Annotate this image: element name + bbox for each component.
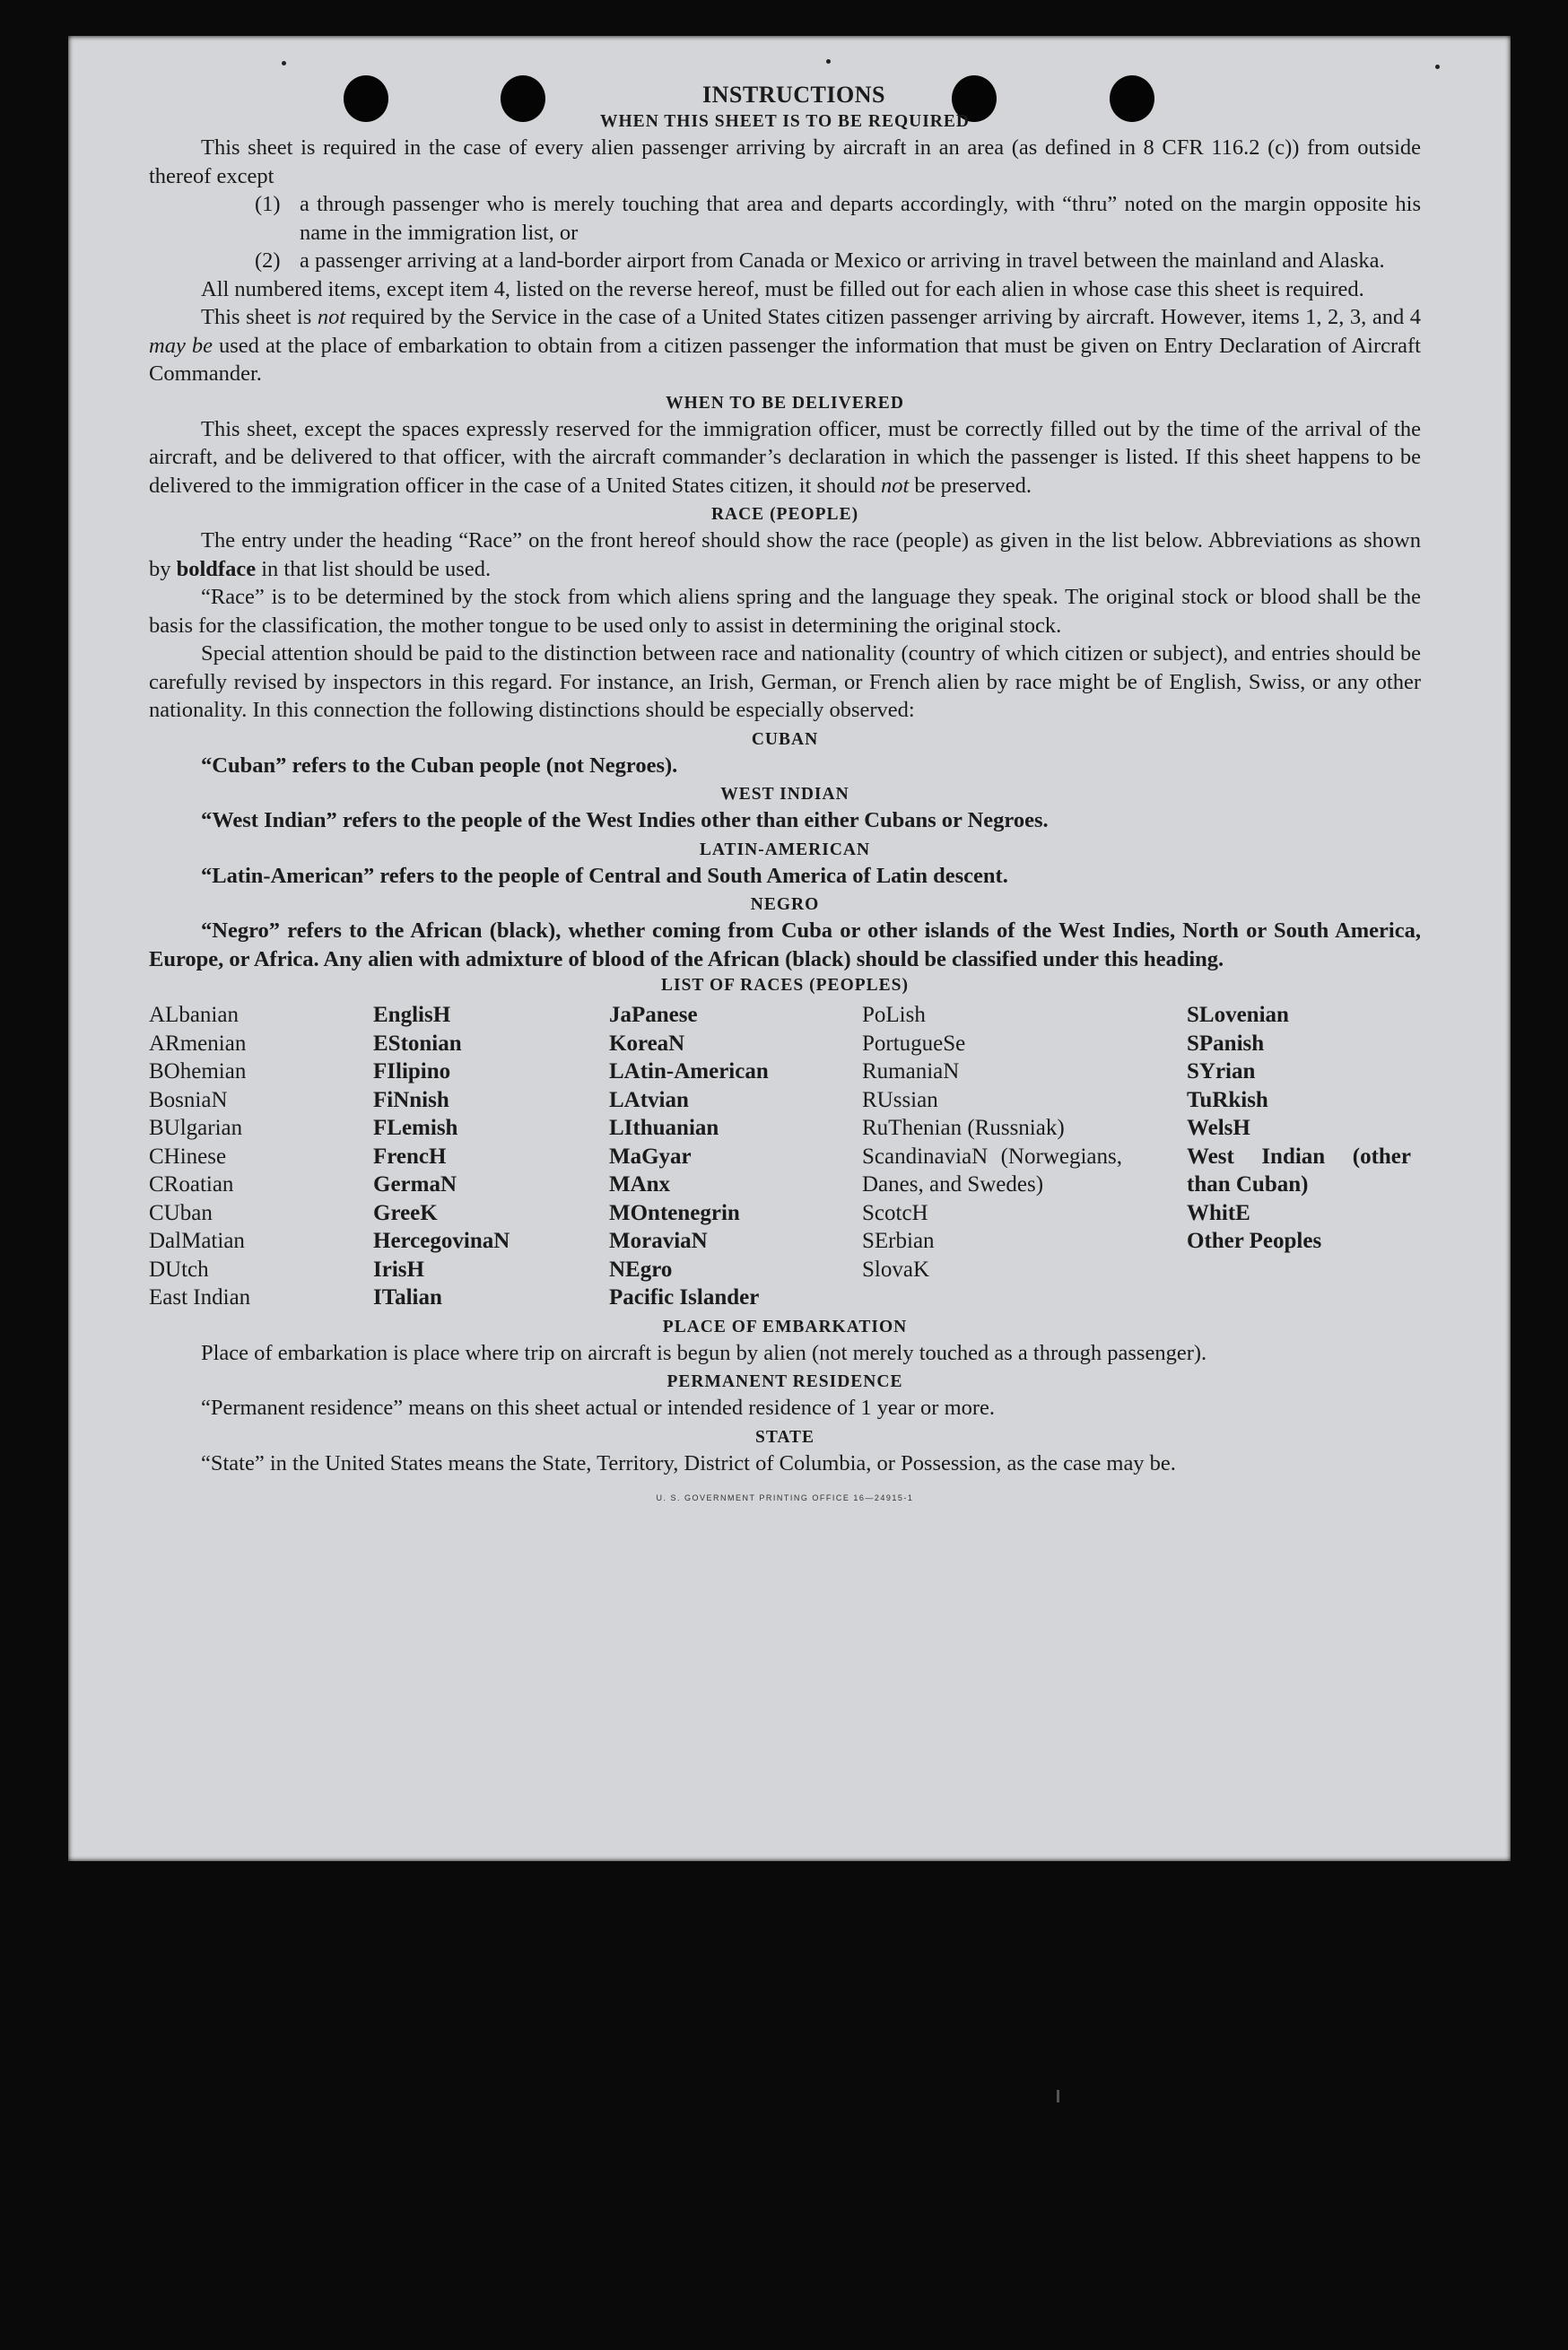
race-entry: ITalian	[373, 1285, 442, 1310]
race-entry: PoLish	[862, 1003, 926, 1027]
scan-speck	[826, 59, 831, 64]
race-entry: MoraviaN	[609, 1229, 708, 1253]
scan-artifact	[1057, 2090, 1059, 2102]
paragraph-cuban: “Cuban” refers to the Cuban people (not Negroes).	[201, 753, 678, 778]
race-entry: KoreaN	[609, 1031, 685, 1056]
section-heading-latin-american: LATIN-AMERICAN	[699, 840, 871, 859]
section-heading-race: RACE (PEOPLE)	[710, 505, 859, 524]
race-entry: CRoatian	[149, 1172, 234, 1197]
race-entry: SPanish	[1187, 1031, 1265, 1056]
race-entry: SErbian	[862, 1229, 935, 1253]
race-entry: FiNnish	[373, 1087, 449, 1112]
race-entry: LAtvian	[609, 1087, 689, 1112]
scan-speck	[282, 61, 286, 65]
list-item	[149, 190, 1421, 247]
race-entry: East Indian	[149, 1285, 251, 1310]
item-text: a through passenger who is merely touching that area and departs accordingly, with “thru” noted on the margin opposite his name in the immigration list, or	[300, 192, 1421, 245]
race-entry: FrencH	[373, 1144, 447, 1169]
race-entry: LAtin-American	[609, 1059, 769, 1084]
race-entry: EStonian	[373, 1031, 462, 1056]
race-entry: EnglisH	[373, 1003, 451, 1027]
race-entry: SYrian	[1187, 1059, 1256, 1084]
paragraph-state: “State” in the United States means the State, Territory, District of Columbia, or Possession, as the case may be.	[201, 1450, 1176, 1475]
race-entry: SLovenian	[1187, 1003, 1289, 1027]
paragraph-citizen-passenger: This sheet is not required by the Service in the case of a United States citizen passenger arriving by aircraft. However, items 1, 2, 3, and 4 may be used at the place of embarkation to obtain from a citizen passenger the information that must be given on Entry Declaration of Aircraft Commander.	[149, 305, 1421, 386]
race-entry: BosniaN	[149, 1087, 228, 1112]
race-entry: FIlipino	[373, 1059, 451, 1084]
race-entry: DalMatian	[149, 1229, 245, 1253]
page-title: INSTRUCTIONS	[702, 82, 885, 108]
race-entry: MAnx	[609, 1172, 671, 1197]
races-column	[373, 1001, 609, 1312]
scan-speck	[1435, 65, 1440, 69]
race-entry: SlovaK	[862, 1257, 929, 1282]
item-number: (2)	[255, 248, 281, 273]
race-entry: RUssian	[862, 1087, 938, 1112]
race-entry: WhitE	[1187, 1200, 1250, 1225]
race-entry: GreeK	[373, 1200, 438, 1225]
paragraph-race-nationality: Special attention should be paid to the distinction between race and nationality (country of which citizen or subject), and entries should be carefully revised by inspectors in this regard. For instance, an Irish, German, or French alien by race might be of English, Swiss, or any other nationality. In this connection the following distinctions should be especially observed:	[149, 641, 1421, 722]
paragraph-race-stock: “Race” is to be determined by the stock from which aliens spring and the language they speak. The original stock or blood shall be the basis for the classification, the mother tongue to be used only to assist in determining the original stock.	[149, 585, 1421, 638]
race-entry: BOhemian	[149, 1059, 247, 1084]
race-entry: ALbanian	[149, 1003, 239, 1027]
race-entry: Other Peoples	[1187, 1229, 1322, 1253]
race-entry: IrisH	[373, 1257, 424, 1282]
section-heading-place-of-embarkation: PLACE OF EMBARKATION	[662, 1317, 908, 1336]
list-item	[149, 247, 1421, 275]
item-number: (1)	[255, 192, 281, 216]
race-entry: HercegovinaN	[373, 1229, 510, 1253]
paragraph-west-indian: “West Indian” refers to the people of the West Indies other than either Cubans or Negroes.	[201, 808, 1049, 832]
printer-imprint: U. S. GOVERNMENT PRINTING OFFICE 16—24915-1	[656, 1493, 914, 1502]
races-column	[1187, 1001, 1411, 1312]
race-entry: FLemish	[373, 1116, 458, 1140]
race-entry: ScotcH	[862, 1200, 928, 1225]
section-heading-list-of-races: LIST OF RACES (PEOPLES)	[660, 976, 909, 995]
section-heading-cuban: CUBAN	[751, 729, 819, 749]
paragraph-race-entry: The entry under the heading “Race” on the front hereof should show the race (people) as given in the list below. Abbreviations as shown by boldface in that list should be used.	[149, 528, 1421, 581]
race-entry: NEgro	[609, 1257, 673, 1282]
race-entry: WelsH	[1187, 1116, 1250, 1140]
race-entry: BUlgarian	[149, 1116, 243, 1140]
race-entry: MOntenegrin	[609, 1200, 740, 1225]
item-text: a passenger arriving at a land-border airport from Canada or Mexico or arriving in travel between the mainland and Alaska.	[300, 248, 1385, 273]
race-entry: RuThenian (Russniak)	[862, 1116, 1065, 1140]
race-entry: RumaniaN	[862, 1059, 960, 1084]
document-page	[68, 36, 1511, 1861]
race-entry: JaPanese	[609, 1003, 698, 1027]
races-column	[609, 1001, 862, 1312]
paragraph-permanent-residence: “Permanent residence” means on this sheet actual or intended residence of 1 year or more.	[201, 1396, 996, 1420]
section-heading-west-indian: WEST INDIAN	[720, 785, 849, 804]
race-entry: GermaN	[373, 1172, 457, 1197]
paragraph-when-required-intro: This sheet is required in the case of every alien passenger arriving by aircraft in an area (as defined in 8 CFR 116.2 (c)) from outside thereof except	[149, 135, 1421, 188]
instructions-content	[149, 81, 1421, 1513]
section-heading-state: STATE	[754, 1427, 815, 1447]
section-heading-permanent-residence: PERMANENT RESIDENCE	[666, 1372, 903, 1391]
races-column	[149, 1001, 373, 1312]
paragraph-numbered-items: All numbered items, except item 4, listed on the reverse hereof, must be filled out for each alien in whose case this sheet is required.	[201, 276, 1364, 301]
race-entry: CHinese	[149, 1144, 227, 1169]
race-entry: Pacific Islander	[609, 1285, 760, 1310]
race-entry: LIthuanian	[609, 1116, 719, 1140]
race-entry: CUban	[149, 1200, 213, 1225]
race-entry: ARmenian	[149, 1031, 247, 1056]
race-entry: DUtch	[149, 1257, 209, 1282]
section-heading-when-required: WHEN THIS SHEET IS TO BE REQUIRED	[600, 112, 970, 131]
section-heading-when-delivered: WHEN TO BE DELIVERED	[666, 393, 904, 413]
race-entry: West Indian (other than Cuban)	[1187, 1144, 1411, 1197]
paragraph-when-delivered: This sheet, except the spaces expressly reserved for the immigration officer, must be correctly filled out by the time of the arrival of the aircraft, and be delivered to that officer, with the aircraft commander’s declaration in which the passenger is listed. If this sheet happens to be delivered to the immigration officer in the case of a United States citizen, it should not be preserved.	[149, 416, 1421, 498]
race-entry: PortugueSe	[862, 1031, 966, 1056]
race-entry: TuRkish	[1187, 1087, 1268, 1112]
races-column	[862, 1001, 1187, 1312]
paragraph-negro: “Negro” refers to the African (black), whether coming from Cuba or other islands of the West Indies, North or South America, Europe, or Africa. Any alien with admixture of blood of the African (black) should be classified under this heading.	[149, 918, 1421, 971]
section-heading-negro: NEGRO	[750, 895, 820, 914]
race-entry: MaGyar	[609, 1144, 692, 1169]
paragraph-place-of-embarkation: Place of embarkation is place where trip on aircraft is begun by alien (not merely touched as a through passenger).	[201, 1340, 1207, 1365]
races-list	[149, 1001, 1421, 1312]
paragraph-latin-american: “Latin-American” refers to the people of Central and South America of Latin descent.	[201, 863, 1008, 888]
race-entry: ScandinaviaN (Norwegians, Danes, and Swedes)	[862, 1144, 1122, 1197]
